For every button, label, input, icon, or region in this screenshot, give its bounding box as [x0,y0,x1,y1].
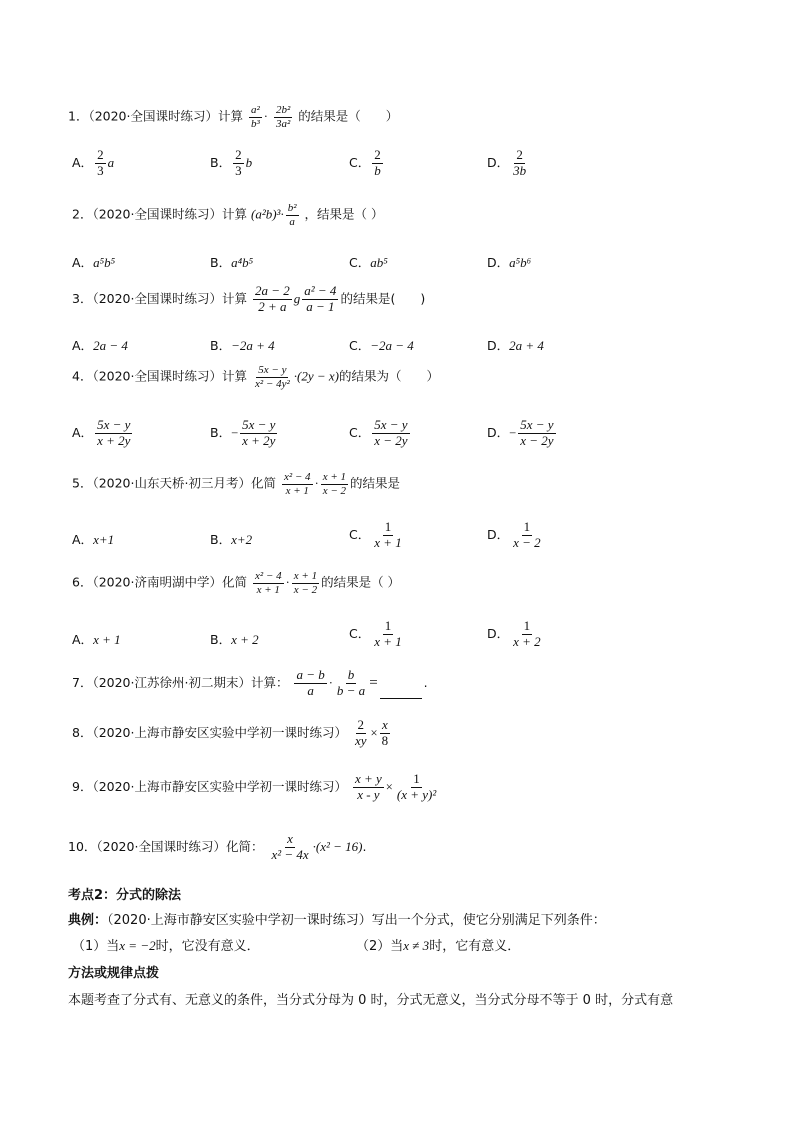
option-c: C． $\frac{2}{b}$ [349,147,381,178]
option-c: C．−2a − 4 [349,338,414,353]
option-a: A． $\frac{5x - y}{x + 2y}$ [72,417,131,448]
fraction: $\frac{\text{2b²}}{\text{3a²}}$ [275,104,291,130]
option-c: C． $\frac{1}{x + 1}$ [349,618,402,649]
fraction: $\frac{\text{a²}}{\text{b³}}$ [250,104,260,130]
question-8: 8．（2020·上海市静安区实验中学初一课时练习） $\frac{2}{xy}$ × $\frac{x}{8}$ [72,717,389,748]
question-1: 1．（2020·全国课时练习）计算 $\frac{\text{a²}}{\text{b³}}$ · $\frac{\text{2b²}}{\text{3a²}}$ 的结果是（ ） [68,104,399,130]
question-10: 10．（2020·全国课时练习）化简： $\frac{x}{\text{x² − 4x}}$ ·(x² − 16). [68,831,367,862]
option-b: B．a⁴b⁵ [210,255,254,270]
method-title: 方法或规律点拨 [68,966,160,981]
option-c: C．ab⁵ [349,255,388,270]
question-9: 9．（2020·上海市静安区实验中学初一课时练习） $\frac{x + y}{x - y}$ × $\frac{1}{\text{(x + y)²}}$ [72,771,437,802]
option-d: D． $\frac{1}{x + 2}$ [487,618,541,649]
condition-1: （1）当x = −2时，它没有意义． [72,938,260,954]
question-2: 2．（2020·全国课时练习）计算 (a²b)³· $\frac{\text{b²}}{a}$ ，结果是（ ） [72,202,384,228]
option-a: A． $\frac{2}{3}$ a [72,147,115,178]
option-b: B．−2a + 4 [210,338,275,353]
example: 典例：（2020·上海市静安区实验中学初一课时练习）写出一个分式，使它分别满足下列条件： [68,913,606,928]
question-2-stem: 2．（2020·全国课时练习）计算 [72,206,247,222]
option-a: A．x+1 [72,532,115,547]
section-title: 考点2：分式的除法 [68,888,182,903]
option-d: D．− $\frac{5x - y}{x - 2y}$ [487,417,554,448]
option-b: B． $\frac{2}{3}$ b [210,147,253,178]
option-a: A．a⁵b⁵ [72,255,116,270]
option-d: D．2a + 4 [487,338,544,353]
question-1-stem: 1．（2020·全国课时练习）计算 [68,108,243,124]
question-5: 5．（2020·山东天桥·初三月考）化简 $\frac{\text{x² − 4}}{x + 1}$ · $\frac{x + 1}{x - 2}$ 的结果是 [72,471,401,497]
condition-2: （2）当x ≠ 3时，它有意义． [356,938,521,954]
question-3: 3．（2020·全国课时练习）计算 $\frac{2a - 2}{2 + a}$ g $\frac{\text{a² − 4}}{a - 1}$ 的结果是( ) [72,283,426,314]
answer-blank [380,686,422,699]
option-d: D． $\frac{2}{3b}$ [487,147,527,178]
option-c: C． $\frac{1}{x + 1}$ [349,519,402,550]
option-a: A．x + 1 [72,632,121,647]
option-a: A．2a − 4 [72,338,128,353]
question-7: 7．（2020·江苏徐州·初二期末）计算： $\frac{a - b}{a}$ · $\frac{b}{b - a}$ = . [72,667,428,698]
option-b: B．x+2 [210,532,253,547]
question-4: 4．（2020·全国课时练习）计算 $\frac{5x - y}{\text{x² − 4y²}}$ ·(2y − x)的结果为（ ） [72,364,440,390]
option-b: B．− $\frac{5x - y}{x + 2y}$ [210,417,276,448]
option-b: B．x + 2 [210,632,259,647]
method-text: 本题考查了分式有、无意义的条件，当分式分母为 0 时，分式无意义，当分式分母不等于 0 时，分式有意 [68,993,674,1008]
option-d: D．a⁵b⁶ [487,255,532,270]
option-d: D． $\frac{1}{x - 2}$ [487,519,541,550]
question-6: 6．（2020·济南明湖中学）化简 $\frac{\text{x² − 4}}{x + 1}$ · $\frac{x + 1}{x - 2}$ 的结果是（ ） [72,570,401,596]
option-c: C． $\frac{5x - y}{x - 2y}$ [349,417,408,448]
